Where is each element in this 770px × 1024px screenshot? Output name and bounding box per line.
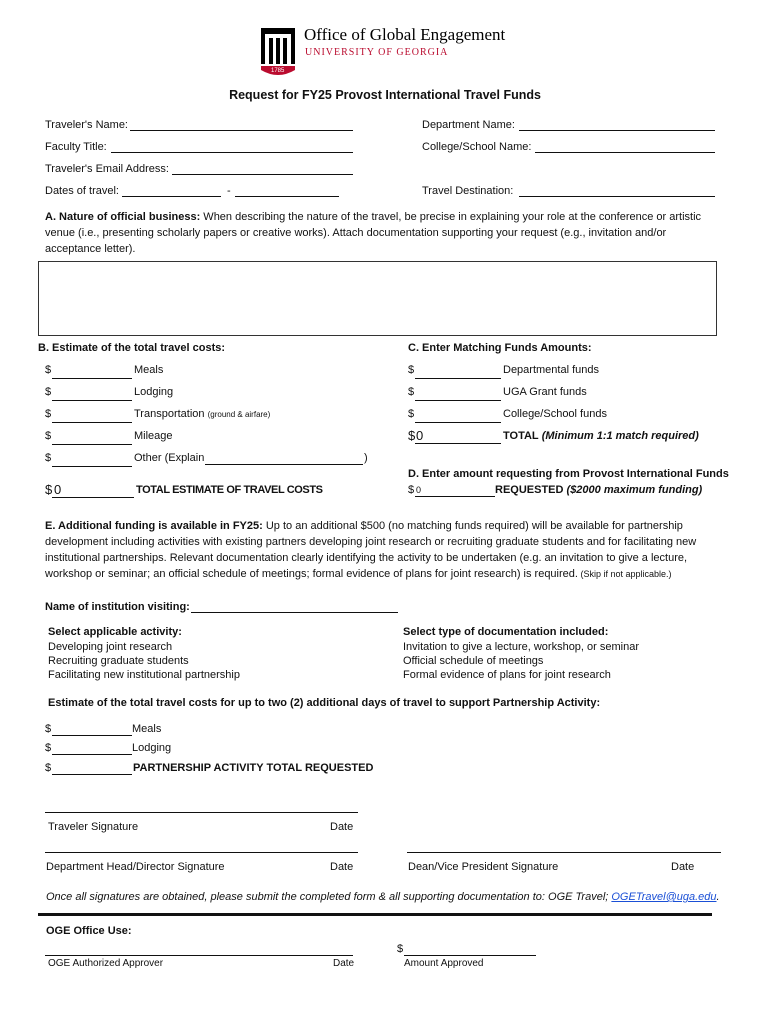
grant-funds-label: UGA Grant funds (503, 386, 587, 398)
currency-sign: $ (408, 428, 416, 443)
currency-sign: $ (45, 430, 52, 442)
institution-input[interactable] (191, 599, 398, 613)
documentation-option[interactable]: Formal evidence of plans for joint research (403, 669, 611, 681)
college-funds-input[interactable] (415, 409, 501, 423)
section-e-body: Up to an additional $500 (no matching funds required) will be available for partnership development including activities with existing partners developing joint research or recruiting graduate students and for facilitating new institutional partnerships. Relevant documentation clearly identifying the activity to be undertaken (e.g. an invitation to give a lecture, workshop or seminar; an official schedule of meetings; formal evidence of plans for joint research) is required. (45, 520, 697, 580)
traveler-name-label: Traveler's Name: (45, 119, 128, 131)
dept-head-signature-label: Department Head/Director Signature (46, 861, 225, 873)
department-name-label: Department Name: (422, 119, 515, 131)
currency-sign: $ (45, 386, 52, 398)
other-close-paren: ) (364, 452, 368, 464)
dean-signature-line[interactable] (407, 852, 721, 853)
section-c-heading: C. Enter Matching Funds Amounts: (408, 342, 592, 354)
section-a-text (45, 209, 721, 257)
faculty-title-input[interactable] (111, 139, 353, 153)
dean-signature-label: Dean/Vice President Signature (408, 861, 559, 873)
requested-text: REQUESTED (495, 484, 564, 496)
partnership-meals-label: Meals (132, 723, 162, 735)
instructions-text: Once all signatures are obtained, please submit the completed form & all supporting documentation to: OGE Travel; (46, 891, 612, 903)
lodging-label: Lodging (134, 386, 174, 398)
other-cost-input[interactable] (52, 453, 132, 467)
college-funds-label: College/School funds (503, 408, 607, 420)
total-estimate-label: TOTAL ESTIMATE OF TRAVEL COSTS (136, 484, 323, 496)
partnership-estimate-heading: Estimate of the total travel costs for up to two (2) additional days of travel to support Partnership Activity: (48, 697, 601, 709)
mileage-cost-input[interactable] (52, 431, 132, 445)
partnership-lodging-label: Lodging (132, 742, 172, 754)
matching-total-value: 0 (416, 428, 424, 443)
currency-sign: $ (45, 742, 52, 754)
transportation-text: Transportation (134, 408, 205, 420)
nature-of-business-textarea[interactable] (38, 261, 717, 336)
currency-sign: $ (408, 484, 415, 496)
activity-option[interactable]: Developing joint research (48, 641, 173, 653)
faculty-title-label: Faculty Title: (45, 141, 107, 153)
institution-label: Name of institution visiting: (45, 601, 190, 613)
total-estimate-value: 0 (54, 482, 62, 497)
date-dash: - (227, 185, 231, 197)
departmental-funds-label: Departmental funds (503, 364, 599, 376)
matching-total-text: TOTAL (503, 430, 539, 442)
currency-sign: $ (397, 943, 404, 955)
traveler-name-input[interactable] (130, 117, 353, 131)
currency-sign: $ (45, 408, 52, 420)
section-a-heading: A. Nature of official business: (45, 211, 201, 223)
email-label: Traveler's Email Address: (45, 163, 169, 175)
date-start-input[interactable] (122, 183, 221, 197)
activity-option[interactable]: Recruiting graduate students (48, 655, 189, 667)
section-b-heading: B. Estimate of the total travel costs: (38, 342, 226, 354)
destination-input[interactable] (519, 183, 715, 197)
matching-total-label (503, 430, 699, 442)
activity-option[interactable]: Facilitating new institutional partnership (48, 669, 240, 681)
departmental-funds-input[interactable] (415, 365, 501, 379)
partnership-meals-input[interactable] (52, 722, 132, 736)
dates-label: Dates of travel: (45, 185, 119, 197)
currency-sign: $ (45, 452, 52, 464)
documentation-option[interactable]: Official schedule of meetings (403, 655, 544, 667)
divider-line (38, 913, 712, 916)
university-name: UNIVERSITY OF GEORGIA (305, 47, 449, 58)
section-d-heading: D. Enter amount requesting from Provost International Funds (408, 468, 729, 480)
email-input[interactable] (172, 161, 353, 175)
meals-cost-input[interactable] (52, 365, 132, 379)
currency-sign: $ (45, 723, 52, 735)
partnership-lodging-input[interactable] (52, 741, 132, 755)
meals-label: Meals (134, 364, 164, 376)
transportation-note: (ground & airfare) (207, 410, 271, 419)
office-name: Office of Global Engagement (304, 25, 506, 44)
office-use-heading: OGE Office Use: (46, 925, 132, 937)
documentation-heading: Select type of documentation included: (403, 626, 609, 638)
submission-instructions (46, 891, 720, 903)
other-label: Other (Explain (134, 452, 205, 464)
destination-label: Travel Destination: (422, 185, 514, 197)
dean-date-label: Date (671, 861, 695, 873)
skip-note: (Skip if not applicable.) (577, 569, 672, 579)
amount-approved-input[interactable] (404, 942, 536, 956)
requested-underline (415, 496, 495, 497)
currency-sign: $ (408, 364, 415, 376)
traveler-date-label: Date (330, 821, 354, 833)
dept-head-date-label: Date (330, 861, 354, 873)
total-estimate-underline (52, 497, 134, 498)
grant-funds-input[interactable] (415, 387, 501, 401)
currency-sign: $ (45, 762, 52, 774)
documentation-option[interactable]: Invitation to give a lecture, workshop, or seminar (403, 641, 640, 653)
requested-note: ($2000 maximum funding) (563, 484, 703, 496)
mileage-label: Mileage (134, 430, 173, 442)
currency-sign: $ (45, 364, 52, 376)
college-name-input[interactable] (535, 139, 715, 153)
other-explain-input[interactable] (205, 451, 363, 465)
lodging-cost-input[interactable] (52, 387, 132, 401)
amount-approved-label: Amount Approved (404, 958, 484, 969)
approver-label: OGE Authorized Approver (48, 958, 164, 969)
traveler-signature-label: Traveler Signature (48, 821, 139, 833)
dept-head-signature-line[interactable] (45, 852, 358, 853)
transportation-label (134, 408, 270, 420)
activity-heading: Select applicable activity: (48, 626, 182, 638)
requested-label (495, 484, 702, 496)
section-e-text (45, 518, 721, 582)
matching-total-note: (Minimum 1:1 match required) (538, 430, 699, 442)
section-a-body: When describing the nature of the travel, be precise in explaining your role at the conference or artistic venue (i.e., presenting scholarly papers or creative works). Attach documentation supporting your request (e.g., invitation and/or acceptance letter). (45, 211, 702, 255)
uga-logo (258, 24, 298, 76)
currency-sign: $ (45, 482, 53, 497)
college-name-label: College/School Name: (422, 141, 532, 153)
date-end-input[interactable] (235, 183, 339, 197)
approver-date-label: Date (333, 958, 355, 969)
requested-value: 0 (416, 485, 422, 495)
seal-year: 1785 (271, 68, 285, 74)
approver-signature-line[interactable] (45, 955, 353, 956)
matching-total-underline (415, 443, 501, 444)
currency-sign: $ (408, 386, 415, 398)
section-e-heading: E. Additional funding is available in FY25: (45, 520, 263, 532)
traveler-signature-line[interactable] (45, 812, 358, 813)
transportation-cost-input[interactable] (52, 409, 132, 423)
oge-travel-email-link[interactable]: OGETravel@uga.edu (611, 891, 717, 903)
partnership-total-label: PARTNERSHIP ACTIVITY TOTAL REQUESTED (133, 762, 374, 774)
instructions-end: . (716, 891, 720, 903)
currency-sign: $ (408, 408, 415, 420)
department-name-input[interactable] (519, 117, 715, 131)
form-title: Request for FY25 Provost International Travel Funds (229, 88, 541, 102)
partnership-total-input[interactable] (52, 761, 132, 775)
